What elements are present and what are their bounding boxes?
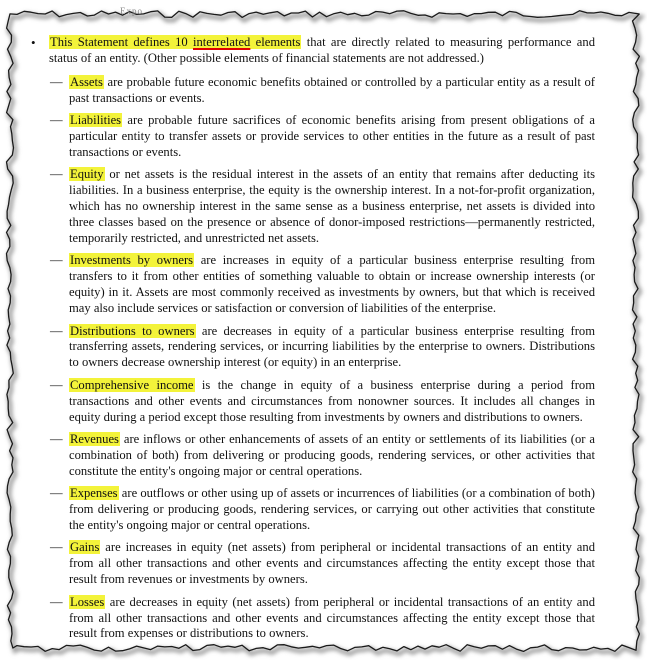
list-item xyxy=(29,253,595,317)
dash-icon: — xyxy=(50,540,63,555)
term-highlight: Revenues xyxy=(70,431,119,446)
intro-lead: This Statement defines xyxy=(50,35,176,49)
intro-underlined-word: interrelated xyxy=(193,35,251,49)
term-highlight: Comprehensive income xyxy=(70,377,194,392)
definition-text: or net assets is the residual interest in the assets of an entity that remains after deducting its liabilities. In a business enterprise, the equity is the ownership interest. In a not-for-profit organization, which has no ownership interest in the same sense as a business enterprise, net assets is divided into three classes based on the presence or absence of donor-imposed restrictions—permanently restricted, temporarily restricted, and unrestricted net assets. xyxy=(69,167,595,245)
cut-off-header-text: Expo xyxy=(120,6,143,16)
list-item xyxy=(29,113,595,161)
definition-text: are increases in equity of a particular business enterprise resulting from transfers to it from other entities of something valuable to obtain or increase ownership interests (or equity) in it. Assets are most commonly received as investments by owners, but that which is received may also include services or satisfaction or conversion of liabilities of the enterprise. xyxy=(69,253,595,316)
dash-icon: — xyxy=(50,74,63,89)
list-item xyxy=(29,486,595,534)
definition-text: are inflows or other enhancements of assets of an entity or settlements of its liabilities (or a combination of both) from delivering or producing goods, rendering services, or other activities that constitute the entity's ongoing major or central operations. xyxy=(69,431,595,478)
dash-icon: — xyxy=(50,167,63,182)
dash-icon: — xyxy=(50,377,63,392)
list-item xyxy=(29,167,595,247)
term-highlight: Investments by owners xyxy=(70,253,194,268)
dash-icon: — xyxy=(50,431,63,446)
list-item xyxy=(29,324,595,372)
list-item xyxy=(29,432,595,480)
term-highlight: Gains xyxy=(70,540,100,555)
intro-number: 10 xyxy=(175,35,188,49)
term-highlight: Assets xyxy=(70,74,103,89)
dash-icon: — xyxy=(50,253,63,268)
list-item xyxy=(29,75,595,107)
definition-text: are outflows or other using up of assets or incurrences of liabilities (or a combination of both) from delivering or producing goods, rendering services, or carrying out other activities that constitute the entity's ongoing major or central operations. xyxy=(69,486,595,532)
term-highlight: Distributions to owners xyxy=(70,323,195,338)
intro-bullet xyxy=(29,35,595,67)
definition-text: are probable future sacrifices of economic benefits arising from present obligations of a particular entity to transfer assets or provide services to other entities in the future as a result of past transactions or events. xyxy=(69,113,595,159)
definition-text: are decreases in equity of a particular business enterprise resulting from transferring assets, rendering services, or incurring liabilities by the enterprise to owners. Distributions to owners decrease ownership interest (or equity) in an enterprise. xyxy=(69,323,596,370)
definition-text: are probable future economic benefits obtained or controlled by a particular entity as a result of past transactions or events. xyxy=(69,74,595,105)
elements-list xyxy=(29,75,595,643)
dash-icon: — xyxy=(50,594,63,609)
dash-icon: — xyxy=(50,323,63,338)
intro-rest: that are directly related to measuring performance and status of an entity. (Other possible elements of financial statements are not addressed.) xyxy=(49,35,595,65)
dash-icon: — xyxy=(50,486,63,501)
bullet-icon: • xyxy=(31,35,36,50)
definition-text: are increases in equity (net assets) from peripheral or incidental transactions of an entity and from all other transactions and other events and circumstances affecting the entity except those that result from revenues or investments by owners. xyxy=(69,540,595,587)
term-highlight: Losses xyxy=(70,594,105,609)
intro-highlight xyxy=(49,35,301,49)
term-highlight: Equity xyxy=(70,167,104,182)
intro-highlight-tail: elements xyxy=(250,35,301,49)
list-item xyxy=(29,378,595,426)
term-highlight: Liabilities xyxy=(70,113,122,128)
term-highlight: Expenses xyxy=(70,486,118,501)
definition-text: are decreases in equity (net assets) from peripheral or incidental transactions of an entity and from all other transactions and other events and circumstances affecting the entity except those that result from expenses or distributions to owners. xyxy=(69,594,595,641)
list-item xyxy=(29,595,595,643)
list-item xyxy=(29,540,595,588)
document-content xyxy=(29,35,595,649)
dash-icon: — xyxy=(50,113,63,128)
definition-text: is the change in equity of a business enterprise during a period from transactions and other events and circumstances from nonowner sources. It includes all changes in equity during a period except those resulting from investments by owners and distributions to owners. xyxy=(69,377,595,424)
